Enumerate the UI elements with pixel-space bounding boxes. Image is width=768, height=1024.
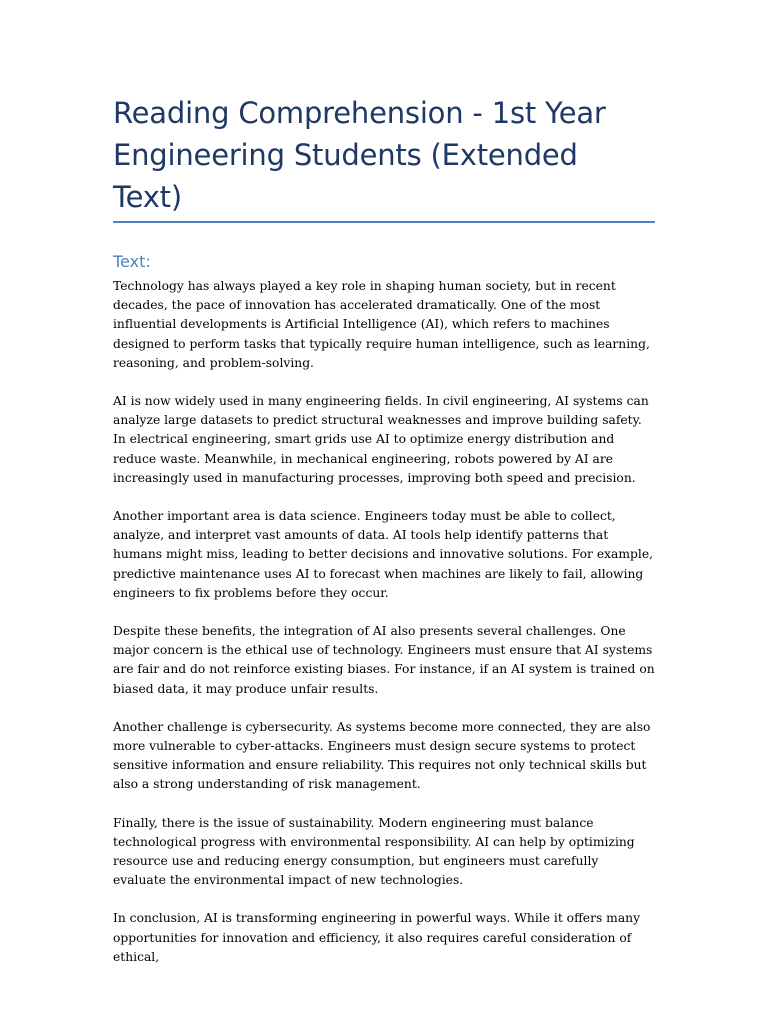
paragraph-7: In conclusion, AI is transforming engineering in powerful ways. While it offers many opportunities for innovation and efficiency, it also requires careful consideration of ethical, [113, 911, 641, 964]
paragraph-2: AI is now widely used in many engineering fields. In civil engineering, AI systems can analyze large datasets to predict structural weaknesses and improve building safety. In electrical engineering, smart grids use AI to optimize energy distribution and reduce waste. Meanwhile, in mechanical engineering, robots powered by AI are increasingly used in manufacturing processes, improving both speed and precision. [113, 394, 649, 485]
document-content [113, 92, 655, 986]
paragraph-1: Technology has always played a key role in shaping human society, but in recent decades, the pace of innovation has accelerated dramatically. One of the most influential developments is Artificial Intelligence (AI), which refers to machines designed to perform tasks that typically require human intelligence, such as learning, reasoning, and problem-solving. [113, 279, 650, 370]
section-heading-text: Text: [113, 252, 151, 271]
paragraph-4: Despite these benefits, the integration of AI also presents several challenges. One major concern is the ethical use of technology. Engineers must ensure that AI systems are fair and do not reinforce existing biases. For instance, if an AI system is trained on biased data, it may produce unfair results. [113, 624, 655, 696]
paragraph-5: Another challenge is cybersecurity. As systems become more connected, they are also more vulnerable to cyber-attacks. Engineers must design secure systems to protect sensitive information and ensure reliability. This requires not only technical skills but also a strong understanding of risk management. [113, 719, 651, 792]
document-body [113, 277, 655, 967]
document-title: Reading Comprehension - 1st Year Engineering Students (Extended Text) [113, 92, 655, 223]
paragraph-6: Finally, there is the issue of sustainability. Modern engineering must balance technological progress with environmental responsibility. AI can help by optimizing resource use and reducing energy consumption, but engineers must carefully evaluate the environmental impact of new technologies. [113, 815, 635, 888]
paragraph-3: Another important area is data science. Engineers today must be able to collect, analyze, and interpret vast amounts of data. AI tools help identify patterns that humans might miss, leading to better decisions and innovative solutions. For example, predictive maintenance uses AI to forecast when machines are likely to fail, allowing engineers to fix problems before they occur. [113, 509, 654, 600]
